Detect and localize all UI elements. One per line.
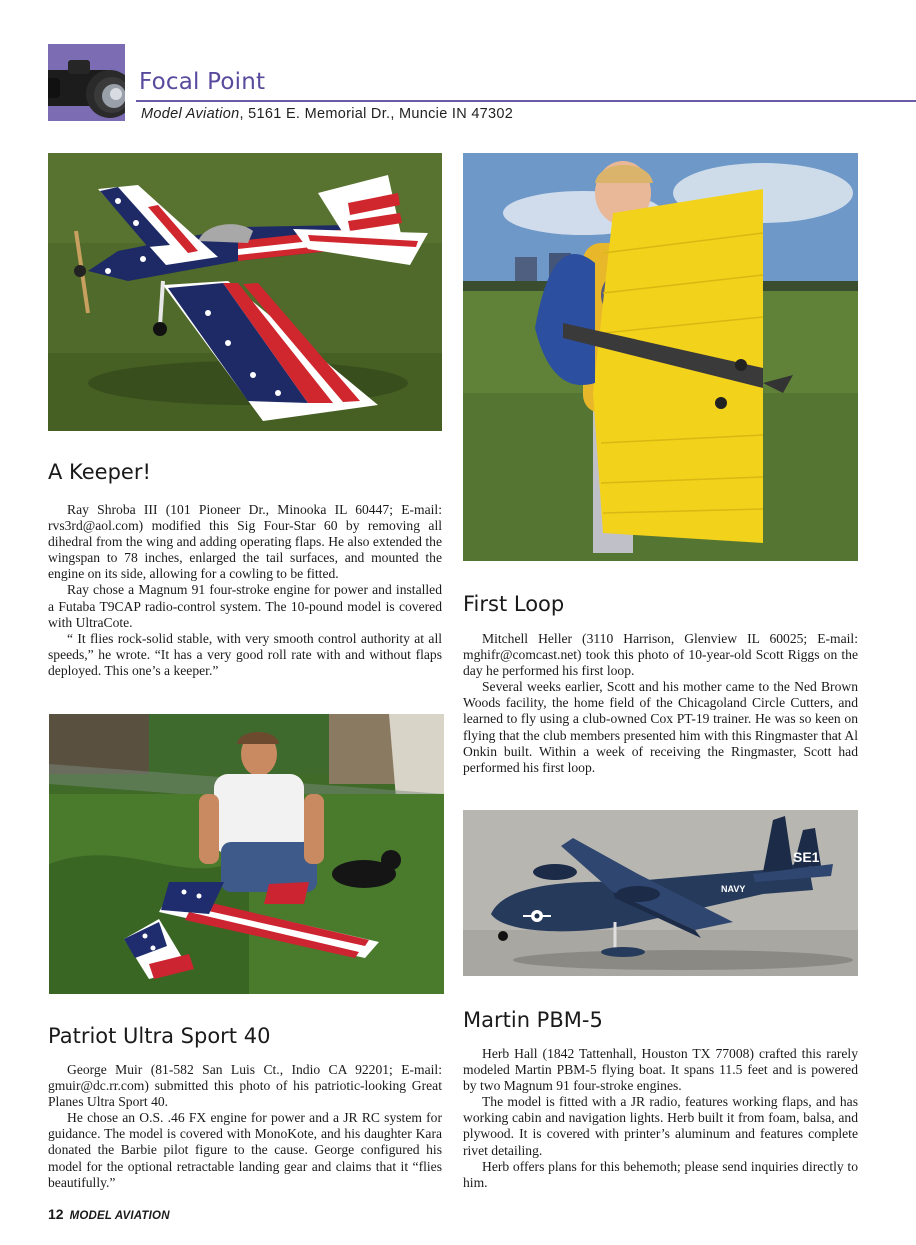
paragraph: The model is fitted with a JR radio, features working flaps, and has working cabin and navigation lights. Herb built it from foam, balsa, and plywood. It is covered with printer’s aluminum and features complete rivet detailing.	[463, 1094, 858, 1158]
camera-icon	[48, 44, 125, 121]
pbm5-hull-text: NAVY	[721, 884, 746, 894]
paragraph: George Muir (81-582 San Luis Ct., Indio CA 92201; E-mail: gmuir@dc.rr.com) submitted this photo of his patriotic-looking Great Planes Ultra Sport 40.	[48, 1062, 442, 1110]
paragraph: He chose an O.S. .46 FX engine for power and a JR RC system for guidance. The model is covered with MonoKote, and his daughter Kara donated the Barbie pilot figure to the cause. George configured his model for the optional retractable landing gear and claims that it “flies beautifully.”	[48, 1110, 442, 1190]
article-body-pbm5	[463, 1046, 858, 1191]
article-title-keeper: A Keeper!	[48, 460, 151, 484]
paragraph: Mitchell Heller (3110 Harrison, Glenview IL 60025; E-mail: mghifr@comcast.net) took this photo of 10-year-old Scott Riggs on the day he performed his first loop.	[463, 631, 858, 679]
pbm5-tail-code: SE1	[793, 849, 820, 865]
address-street: , 5161 E. Memorial Dr., Muncie IN 47302	[239, 106, 514, 122]
magazine-address	[141, 106, 513, 122]
photo-martin-pbm5	[463, 810, 858, 976]
section-title: Focal Point	[139, 69, 266, 95]
header-rule	[136, 100, 916, 102]
photo-patriot-ultra-sport	[49, 714, 444, 994]
photo-four-star-60	[48, 153, 442, 431]
paragraph: Herb Hall (1842 Tattenhall, Houston TX 77008) crafted this rarely modeled Martin PBM-5 flying boat. It spans 11.5 feet and is powered by two Magnum 91 four-stroke engines.	[463, 1046, 858, 1094]
paragraph: “ It flies rock-solid stable, with very smooth control authority at all speeds,” he wrote. “It has a very good roll rate with and without flaps deployed. This one’s a keeper.”	[48, 630, 442, 678]
address-magazine-name: Model Aviation	[141, 106, 240, 122]
paragraph: Ray chose a Magnum 91 four-stroke engine for power and installed a Futaba T9CAP radio-control system. The 10-pound model is covered with UltraCote.	[48, 582, 442, 630]
article-title-first-loop: First Loop	[463, 592, 565, 616]
article-body-keeper	[48, 502, 442, 679]
page-number: 12	[48, 1206, 64, 1222]
article-body-first-loop	[463, 631, 858, 776]
article-title-patriot: Patriot Ultra Sport 40	[48, 1024, 271, 1048]
photo-first-loop	[463, 153, 858, 561]
footer-magazine-name: MODEL AVIATION	[69, 1210, 170, 1222]
paragraph: Herb offers plans for this behemoth; please send inquiries directly to him.	[463, 1158, 858, 1190]
paragraph: Several weeks earlier, Scott and his mother came to the Ned Brown Woods facility, the home field of the Chicagoland Circle Cutters, and learned to fly using a club-owned Cox PT-19 trainer. He was so keen on flying that the club members presented him with this Ringmaster that Al Onkin built. Within a week of receiving the Ringmaster, Scott had performed his first loop.	[463, 679, 858, 775]
article-title-pbm5: Martin PBM-5	[463, 1008, 603, 1032]
article-body-patriot	[48, 1062, 442, 1191]
paragraph: Ray Shroba III (101 Pioneer Dr., Minooka IL 60447; E-mail: rvs3rd@aol.com) modified this Sig Four-Star 60 by removing all dihedral from the wing and adding operating flaps. He also extended the wingspan to 78 inches, enlarged the tail surfaces, and mounted the engine on its side, allowing for a cowling to be fitted.	[48, 502, 442, 582]
page-footer	[48, 1206, 170, 1224]
